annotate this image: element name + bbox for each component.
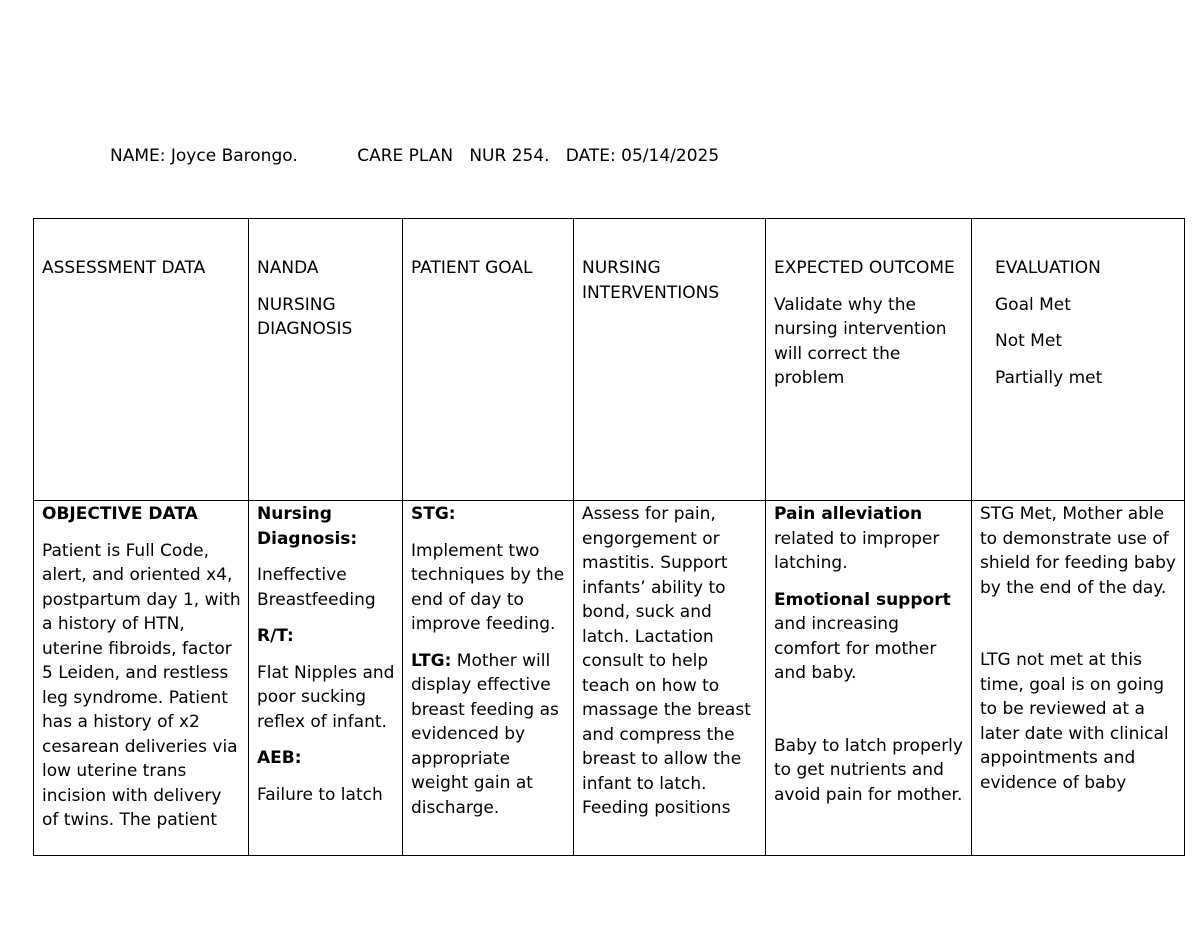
evaluation-option-partially-met: Partially met [995, 367, 1103, 388]
evaluation-ltg-text: LTG not met at this time, goal is on going to be reviewed at a later date with clinical appointments and evidence of baby [980, 650, 1169, 793]
expected-outcome-subheader: Validate why the nursing intervention will correct the problem [774, 294, 947, 388]
goal-header-cell [403, 219, 574, 501]
header-row [34, 219, 1185, 501]
evaluation-option-not-met: Not Met [995, 331, 1062, 351]
outcome-cell [766, 501, 972, 856]
nanda-header: NANDA [257, 258, 319, 278]
baby-latch-text: Baby to latch properly to get nutrients and avoid pain for mother. [774, 735, 963, 805]
interventions-header-cell [574, 219, 766, 501]
care-plan-title: CARE PLAN [357, 146, 454, 166]
assessment-header-cell [34, 219, 249, 501]
aeb-text: Failure to latch [257, 784, 383, 805]
ltg-label: LTG: [411, 650, 452, 671]
pain-alleviation-label: Pain alleviation [774, 504, 923, 524]
evaluation-cell [972, 501, 1185, 856]
stg-label: STG: [411, 504, 456, 524]
student-name: Joyce Barongo. [170, 146, 298, 166]
patient-goal-header: PATIENT GOAL [411, 258, 533, 278]
assessment-header: ASSESSMENT DATA [42, 258, 206, 278]
course-code: NUR 254. [469, 146, 550, 166]
objective-data-text: Patient is Full Code, alert, and oriented x4, postpartum day 1, with a history of HTN, uterine fibroids, factor 5 Leiden, and restless leg syndrome. Patient has a history of x2 cesarean deliveries via low uterine trans incision with delivery of twins. The patient [42, 540, 241, 830]
interventions-text: Assess for pain, engorgement or mastitis. Support infants’ ability to bond, suck and latch. Lactation consult to help teach on how to massage the breast and compress the breast to allow the infant to latch. Feeding positions [582, 504, 751, 818]
assessment-cell [34, 501, 249, 856]
nursing-diagnosis-text: Ineffective Breastfeeding [257, 565, 376, 610]
nursing-interventions-header: NURSING INTERVENTIONS [582, 258, 720, 303]
interventions-cell [574, 501, 766, 856]
related-to-label: R/T: [257, 626, 294, 646]
aeb-label: AEB: [257, 748, 302, 768]
emotional-support-label: Emotional support [774, 589, 951, 610]
evaluation-header-cell [972, 219, 1185, 501]
nanda-cell [249, 501, 403, 856]
expected-outcome-header: EXPECTED OUTCOME [774, 258, 955, 278]
date-label: DATE: [565, 146, 616, 166]
evaluation-option-goal-met: Goal Met [995, 294, 1071, 315]
date-value: 05/14/2025 [621, 146, 720, 166]
evaluation-stg-text: STG Met, Mother able to demonstrate use of shield for feeding baby by the end of the day. [980, 504, 1176, 598]
content-row [34, 501, 1185, 856]
stg-text: Implement two techniques by the end of day to improve feeding. [411, 540, 565, 634]
evaluation-header: EVALUATION [995, 258, 1101, 278]
objective-data-label: OBJECTIVE DATA [42, 504, 198, 524]
goal-cell [403, 501, 574, 856]
pain-alleviation-text: related to improper latching. [774, 528, 940, 573]
nanda-header-cell [249, 219, 403, 501]
emotional-support-text: and increasing comfort for mother and baby. [774, 614, 937, 683]
nursing-diagnosis-label: Nursing Diagnosis: [257, 504, 358, 549]
name-label: NAME: [110, 146, 166, 166]
nursing-diagnosis-header: NURSING DIAGNOSIS [257, 294, 353, 339]
ltg-text: Mother will display effective breast feeding as evidenced by appropriate weight gain at discharge. [411, 650, 559, 818]
outcome-header-cell [766, 219, 972, 501]
related-to-text: Flat Nipples and poor sucking reflex of infant. [257, 662, 395, 732]
care-plan-table [33, 218, 1185, 856]
page-header [110, 145, 719, 167]
